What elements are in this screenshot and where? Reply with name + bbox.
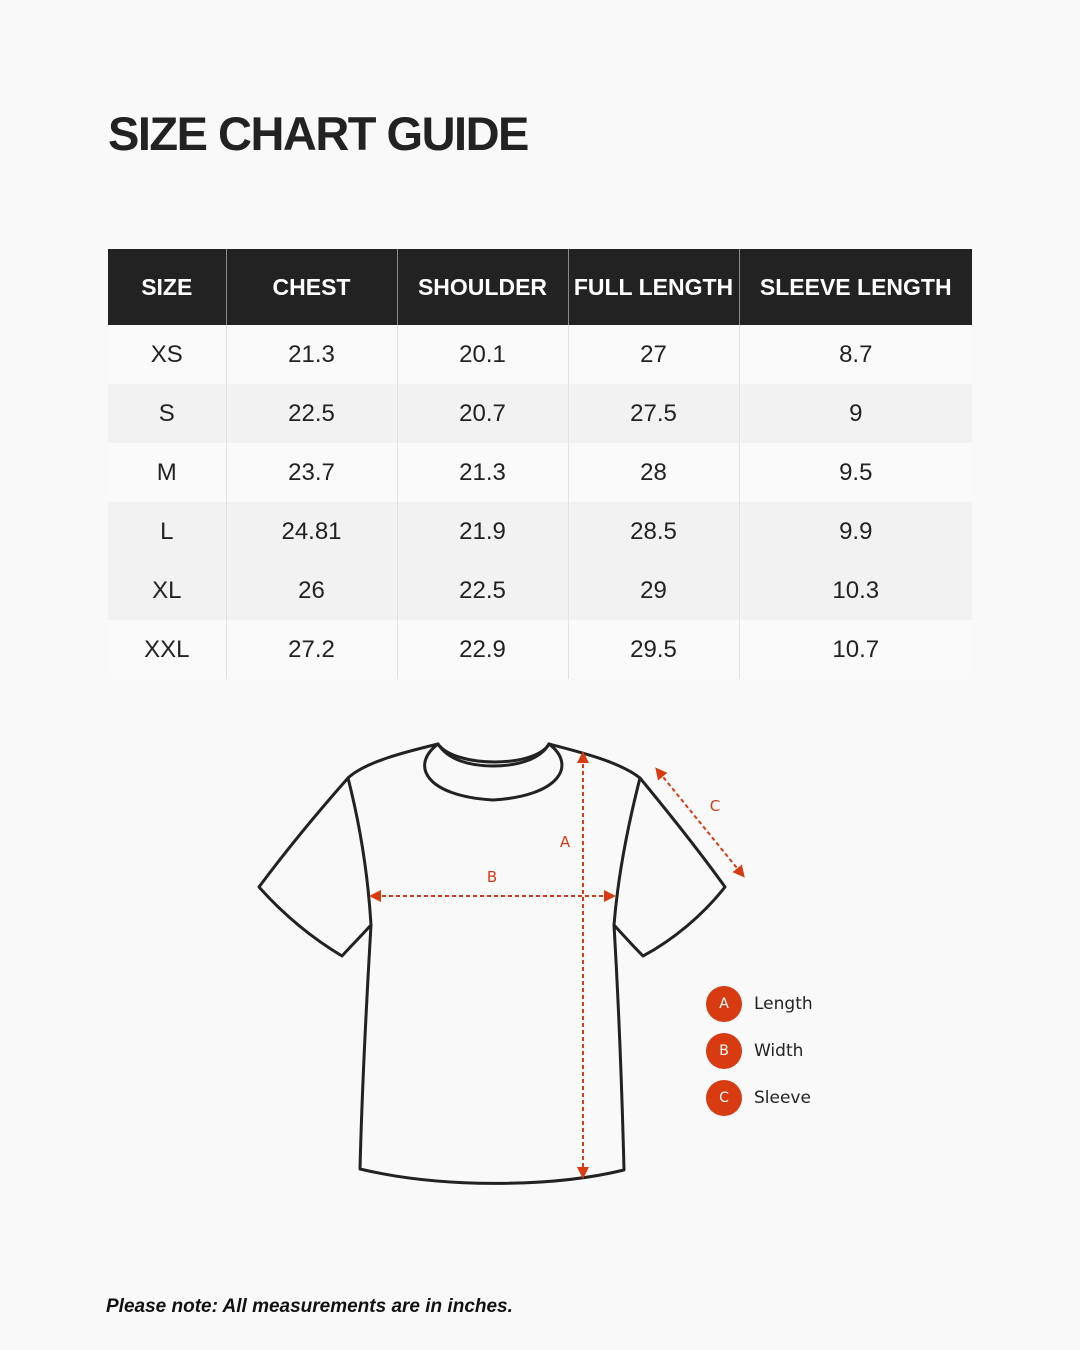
marker-b: B: [486, 868, 498, 886]
header-chest: CHEST: [226, 249, 397, 325]
page-title: SIZE CHART GUIDE: [108, 107, 528, 160]
cell-size: XXL: [108, 620, 226, 679]
legend-badge: B: [706, 1033, 742, 1069]
cell-sleeve-length: 8.7: [739, 325, 972, 384]
cell-sleeve-length: 9.9: [739, 502, 972, 561]
cell-size: M: [108, 443, 226, 502]
legend-badge: C: [706, 1080, 742, 1116]
cell-shoulder: 21.9: [397, 502, 568, 561]
cell-full-length: 27: [568, 325, 739, 384]
header-shoulder: SHOULDER: [397, 249, 568, 325]
cell-size: XS: [108, 325, 226, 384]
measurement-note: Please note: All measurements are in inches.: [106, 1296, 513, 1317]
cell-sleeve-length: 10.7: [739, 620, 972, 679]
marker-a: A: [559, 833, 571, 851]
cell-shoulder: 22.9: [397, 620, 568, 679]
cell-chest: 23.7: [226, 443, 397, 502]
legend-item-width: [706, 1033, 813, 1069]
cell-shoulder: 22.5: [397, 561, 568, 620]
legend-label: Length: [754, 994, 813, 1014]
header-sleeve-length: SLEEVE LENGTH: [739, 249, 972, 325]
legend-label: Width: [754, 1041, 804, 1061]
measurement-legend: [706, 986, 813, 1127]
header-full-length: FULL LENGTH: [568, 249, 739, 325]
cell-sleeve-length: 10.3: [739, 561, 972, 620]
cell-full-length: 27.5: [568, 384, 739, 443]
cell-chest: 21.3: [226, 325, 397, 384]
legend-item-sleeve: [706, 1080, 813, 1116]
cell-full-length: 28.5: [568, 502, 739, 561]
legend-badge: A: [706, 986, 742, 1022]
cell-full-length: 29.5: [568, 620, 739, 679]
cell-shoulder: 21.3: [397, 443, 568, 502]
tshirt-outline-icon: [259, 744, 725, 1183]
cell-shoulder: 20.1: [397, 325, 568, 384]
cell-full-length: 28: [568, 443, 739, 502]
cell-size: XL: [108, 561, 226, 620]
marker-c: C: [709, 797, 721, 815]
cell-chest: 26: [226, 561, 397, 620]
cell-size: S: [108, 384, 226, 443]
cell-shoulder: 20.7: [397, 384, 568, 443]
cell-full-length: 29: [568, 561, 739, 620]
cell-chest: 22.5: [226, 384, 397, 443]
cell-size: L: [108, 502, 226, 561]
cell-sleeve-length: 9.5: [739, 443, 972, 502]
cell-chest: 27.2: [226, 620, 397, 679]
header-size: SIZE: [108, 249, 226, 325]
legend-label: Sleeve: [754, 1088, 811, 1108]
cell-sleeve-length: 9: [739, 384, 972, 443]
cell-chest: 24.81: [226, 502, 397, 561]
legend-item-length: [706, 986, 813, 1022]
